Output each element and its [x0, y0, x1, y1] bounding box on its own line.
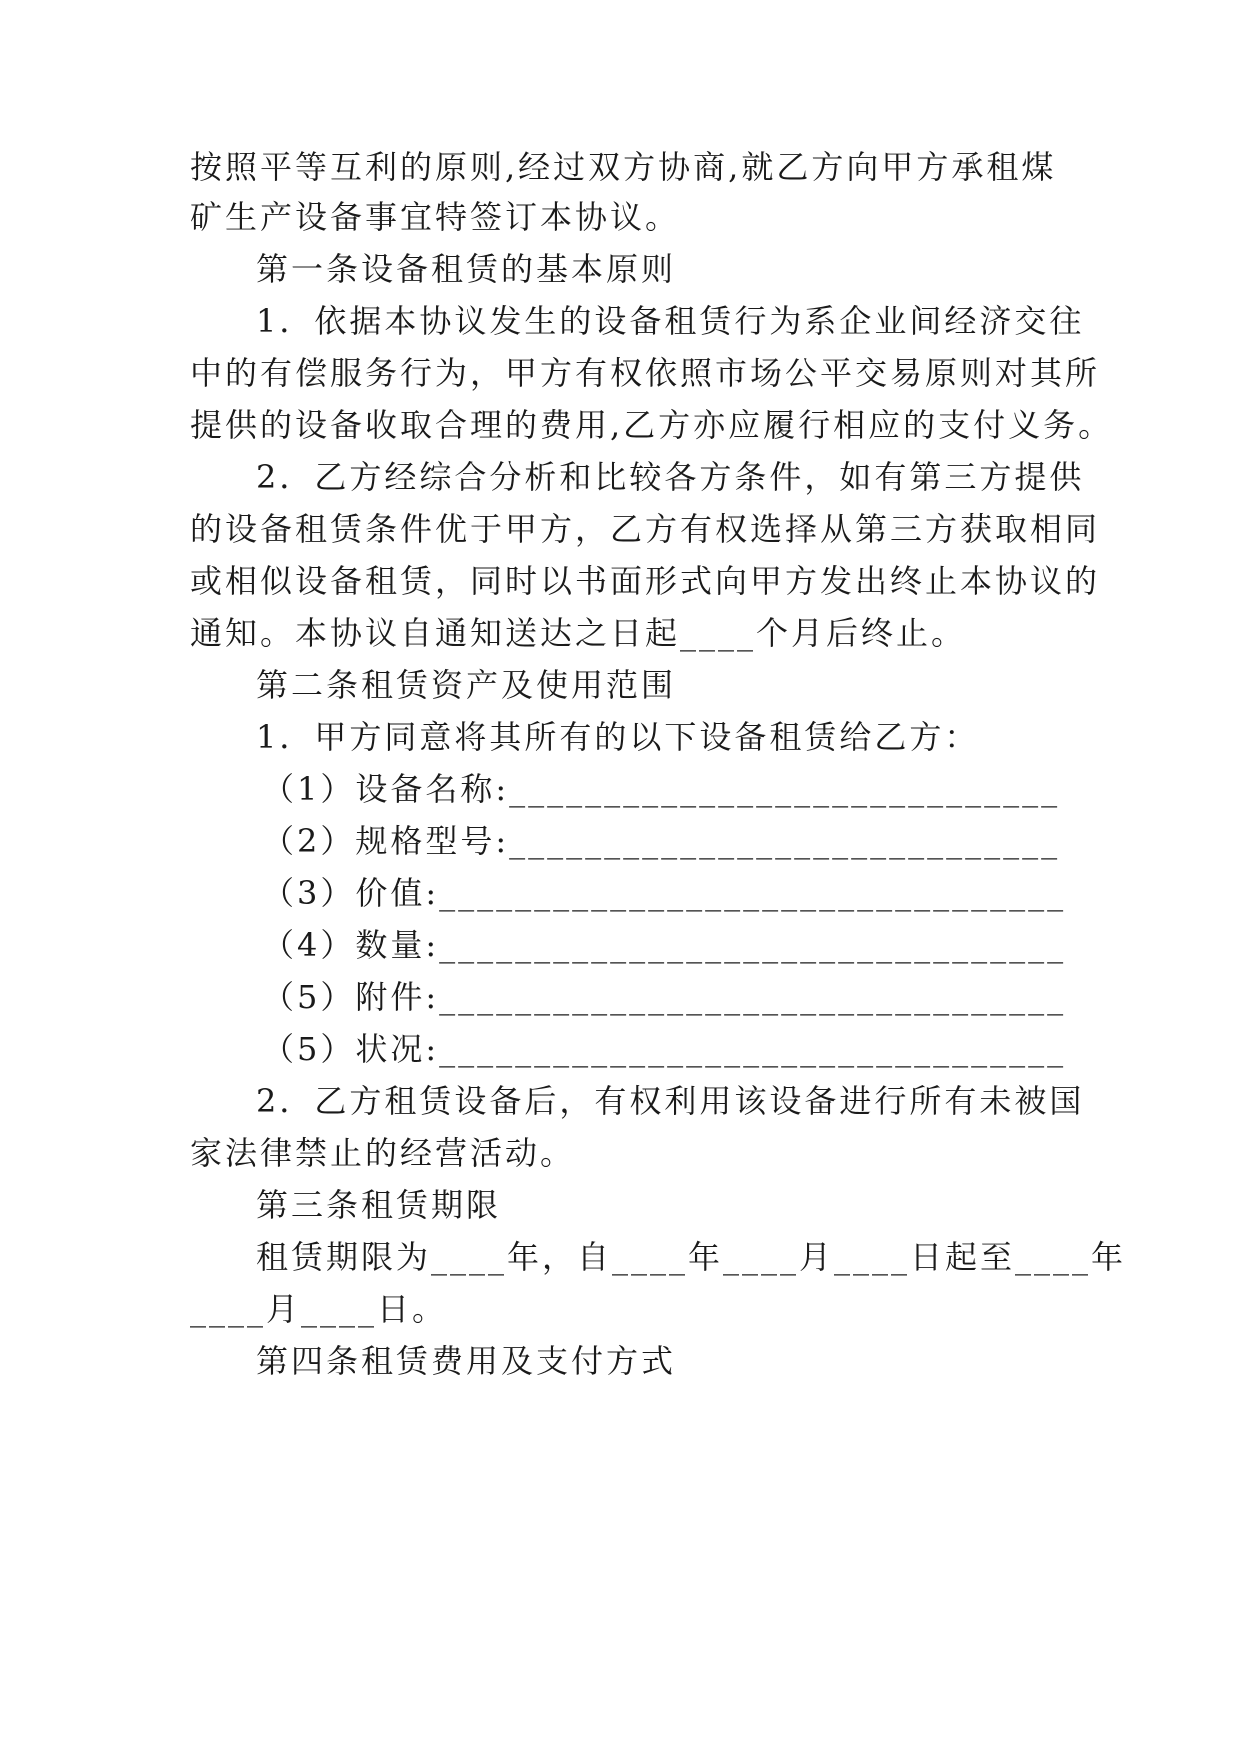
- paragraph-line: 通知。本协议自通知送达之日起____个月后终止。: [190, 614, 967, 652]
- paragraph-line: 按照平等互利的原则,经过双方协商,就乙方向甲方承租煤: [190, 148, 1057, 186]
- form-field-line: （4）数量:_________________________________: [262, 926, 1067, 964]
- paragraph-line: 提供的设备收取合理的费用,乙方亦应履行相应的支付义务。: [190, 406, 1114, 444]
- paragraph-line: 的设备租赁条件优于甲方，乙方有权选择从第三方获取相同: [190, 510, 1101, 548]
- paragraph-line: 租赁期限为____年，自____年____月____日起至____年: [256, 1238, 1127, 1276]
- form-field-line: （2）规格型号:_____________________________: [262, 822, 1061, 860]
- form-field-line: （1）设备名称:_____________________________: [262, 770, 1061, 808]
- paragraph-line: 中的有偿服务行为，甲方有权依照市场公平交易原则对其所: [190, 354, 1101, 392]
- form-field-line: （3）价值:_________________________________: [262, 874, 1067, 912]
- paragraph-line: 矿生产设备事宜特签订本协议。: [190, 198, 681, 236]
- section-heading: 第一条设备租赁的基本原则: [256, 250, 677, 288]
- form-field-line: （5）状况:_________________________________: [262, 1030, 1067, 1068]
- paragraph-line: 家法律禁止的经营活动。: [190, 1134, 576, 1172]
- form-field-line: （5）附件:_________________________________: [262, 978, 1067, 1016]
- paragraph-line: 1．依据本协议发生的设备租赁行为系企业间经济交往: [256, 302, 1085, 340]
- paragraph-line: 2．乙方经综合分析和比较各方条件，如有第三方提供: [256, 458, 1085, 496]
- section-heading: 第二条租赁资产及使用范围: [256, 666, 677, 704]
- section-heading: 第四条租赁费用及支付方式: [256, 1342, 677, 1380]
- paragraph-line: 2．乙方租赁设备后，有权利用该设备进行所有未被国: [256, 1082, 1085, 1120]
- paragraph-line: ____月____日。: [190, 1290, 448, 1328]
- paragraph-line: 或相似设备租赁，同时以书面形式向甲方发出终止本协议的: [190, 562, 1101, 600]
- section-heading: 第三条租赁期限: [256, 1186, 502, 1224]
- paragraph-line: 1．甲方同意将其所有的以下设备租赁给乙方：: [256, 718, 980, 756]
